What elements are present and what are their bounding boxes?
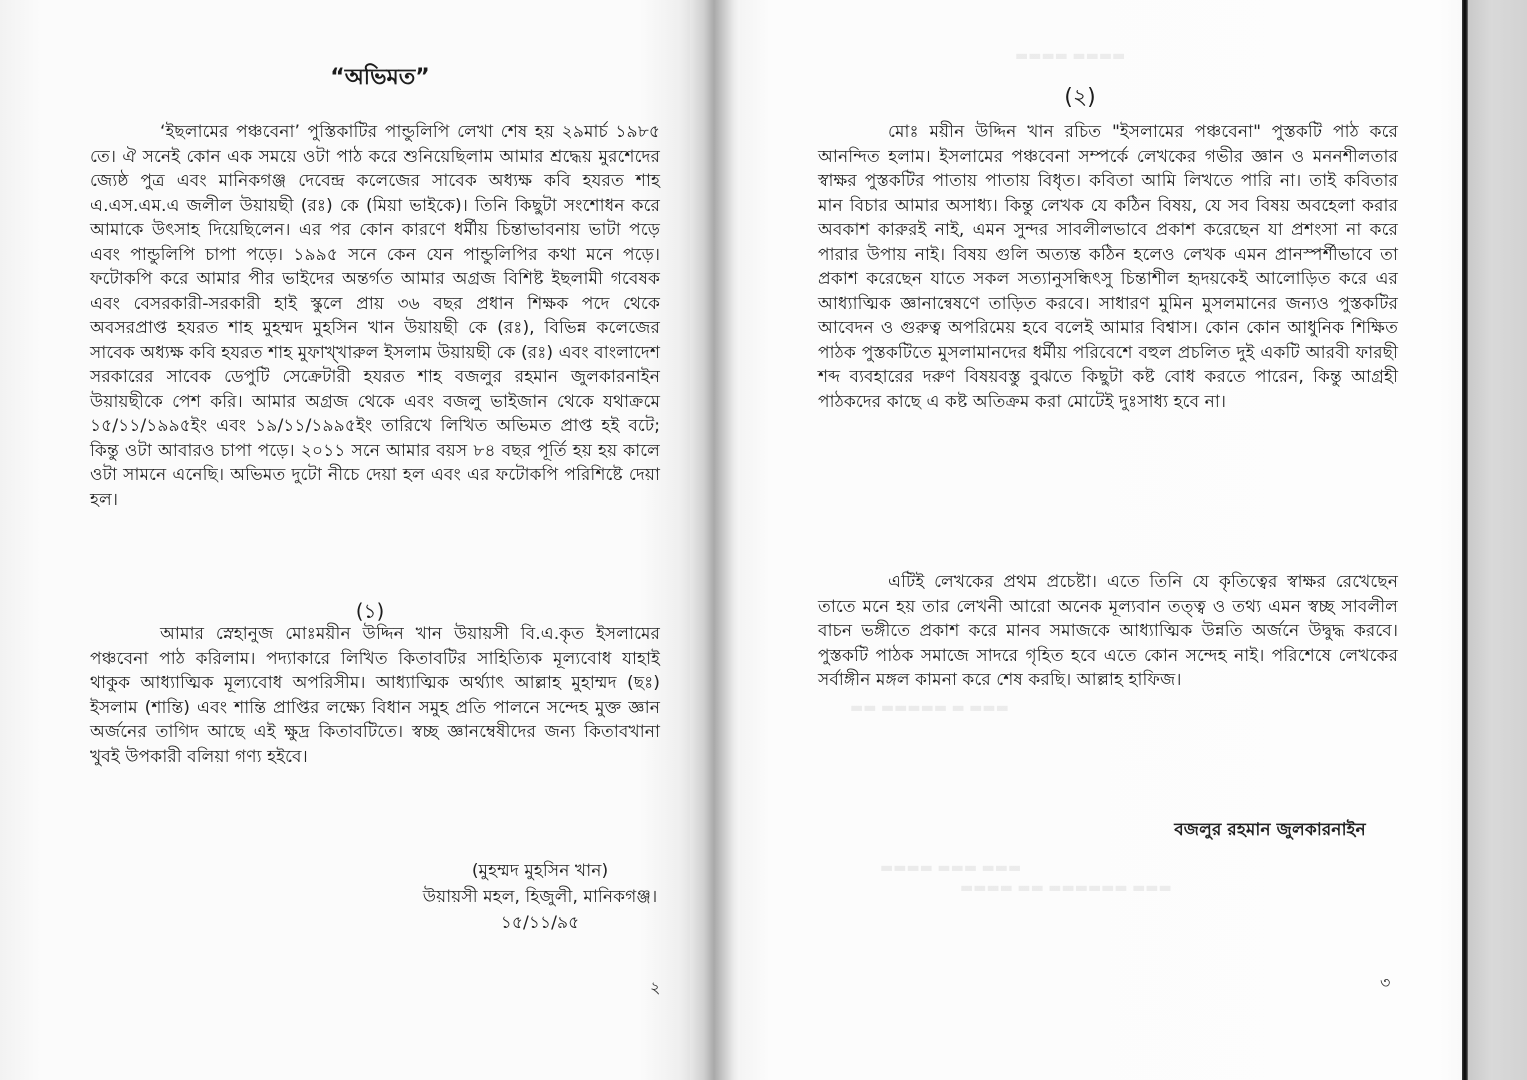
page-number: ৩ [1380,973,1391,992]
section-1-paragraph [90,622,660,769]
intro-paragraph-text: ‘ইছলামের পঞ্চবেনা’ পুস্তিকাটির পান্ডুলিপি লেখা শেষ হয় ২৯মার্চ ১৯৮৫ তে। ঐ সনেই কোন এক সময়ে ওটা পাঠ করে শুনিয়েছিলাম আমার শ্রদ্ধেয় মুরশেদের জ্যেষ্ঠ পুত্র এবং মানিকগঞ্জ দেবেন্দ্র কলেজের সাবেক অধ্যক্ষ কবি হযরত শাহ এ.এস.এম.এ জলীল উয়ায়ছী (রঃ) কে (মিয়া ভাইকে)। তিনি কিছুটা সংশোধন করে আমাকে উৎসাহ দিয়েছিলেন। এর পর কোন কারণে ধর্মীয় চিন্তাভাবনায় ভাটা পড়ে এবং পান্ডুলিপি চাপা পড়ে। ১৯৯৫ সনে কেন যেন পান্ডুলিপির কথা মনে পড়ে। ফটোকপি করে আমার পীর ভাইদের অন্তর্গত আমার অগ্রজ বিশিষ্ট ইছলামী গবেষক এবং বেসরকারী-সরকারী হাই স্কুলে প্রায় ৩৬ বছর প্রধান শিক্ষক পদে থেকে অবসরপ্রাপ্ত হযরত শাহ মুহম্মদ মুহসিন খান উয়ায়ছী কে (রঃ), বিভিন্ন কলেজের সাবেক অধ্যক্ষ কবি হযরত শাহ মুফাখ্খারুল ইসলাম উয়ায়ছী কে (রঃ) এবং বাংলাদেশ সরকারের সাবেক ডেপুটি সেক্রেটারী হযরত শাহ বজলুর রহমান জুলকারনাইন উয়ায়ছীকে পেশ করি। আমার অগ্রজ থেকে এবং বজলু ভাইজান থেকে যথাক্রমে ১৫/১১/১৯৯৫ইং এবং ১৯/১১/১৯৯৫ইং তারিখে লিখিত অভিমত প্রাপ্ত হই বটে; কিন্তু ওটা আবারও চাপা পড়ে। ২০১১ সনে আমার বয়স ৮৪ বছর পূর্তি হয় হয় কালে ওটা সামনে এনেছি। অভিমত দুটো নীচে দেয়া হল এবং এর ফটোকপি পরিশিষ্টে দেয়া হল। [90,122,660,510]
left-page [0,0,700,1080]
section-2-paragraph-2-text: এটিই লেখকের প্রথম প্রচেষ্টা। এতে তিনি যে কৃতিত্বের স্বাক্ষর রেখেছেন তাতে মনে হয় তার লেখনী আরো অনেক মূল্যবান তত্ত্ব ও তথ্য এমন স্বচ্ছ সাবলীল বাচন ভঙ্গীতে প্রকাশ করে মানব সমাজকে আধ্যাত্মিক উন্নতি অর্জনে উদ্বুদ্ধ করবে। পুস্তকটি পাঠক সমাজে সাদরে গৃহিত হবে এতে কোন সন্দেহ নাই। পরিশেষে লেখকের সর্বাঙ্গীন মঙ্গল কামনা করে শেষ করছি। আল্লাহ হাফিজ। [818,572,1398,690]
bleed-through-text: ▬▬ ▬▬▬▬▬ ▬ ▬▬▬ [850,700,1009,716]
section-1-label: (১) [355,599,385,623]
page-title: “অভিমত” [330,65,430,90]
section-1-text: আমার স্নেহানুজ মোঃময়ীন উদ্দিন খান উয়ায়সী বি.এ.কৃত ইসলামের পঞ্চবেনা পাঠ করিলাম। পদ্যাকারে লিখিত কিতাবটির সাহিত্যিক মূল্যবোধ যাহাই থাকুক আধ্যাত্মিক মূল্যবোধ অপরিসীম। আধ্যাত্মিক অর্থ্যাৎ আল্লাহ মুহাম্মদ (ছঃ) ইসলাম (শান্তি) এবং শান্তি প্রাপ্তির লক্ষ্যে বিধান সমুহ প্রতি পালনে সন্দেহ মুক্ত জ্ঞান অর্জনের তাগিদ আছে এই ক্ষুদ্র কিতাবটিতে। স্বচ্ছ জ্ঞানম্বেষীদের জন্য কিতাবখানা খুবই উপকারী বলিয়া গণ্য হইবে। [90,624,660,767]
bleed-through-text: ▬▬▬▬ ▬▬▬▬ [1015,48,1126,64]
bleed-through-text: ▬▬▬▬ ▬▬ ▬▬▬▬▬▬ ▬▬▬ [960,880,1172,896]
scan-background-strip [1468,0,1527,1080]
section-2-label: (২) [1064,85,1096,110]
signatory-name: (মুহম্মদ মুহসিন খান) [471,861,609,881]
intro-paragraph [90,120,660,512]
bleed-through-text: ▬▬▬▬ ▬▬▬ ▬▬▬ [880,860,1022,876]
right-page [740,0,1464,1080]
book-spine [690,0,740,1080]
section-2-paragraph-1-text: মোঃ ময়ীন উদ্দিন খান রচিত "ইসলামের পঞ্চবেনা" পুস্তকটি পাঠ করে আনন্দিত হলাম। ইসলামের পঞ্চবেনা সম্পর্কে লেখকের গভীর জ্ঞান ও মননশীলতার স্বাক্ষর পুস্তকটির পাতায় পাতায় বিধৃত। কবিতা আমি লিখতে পারি না। তাই কবিতার মান বিচার আমার অসাধ্য। কিন্তু লেখক যে কঠিন বিষয়, যে সব বিষয় অবহেলা করার অবকাশ কারুরই নাই, এমন সুন্দর সাবলীলভাবে প্রকাশ করেছেন যা প্রশংসা না করে পারার উপায় নাই। বিষয় গুলি অত্যন্ত কঠিন হলেও লেখক এমন প্রানস্পর্শীভাবে তা প্রকাশ করেছেন যাতে সকল সত্যানুসন্ধিৎসু চিন্তাশীল হৃদয়কেই আলোড়িত করে এর আধ্যাত্মিক জ্ঞানান্বেষণে তাড়িত করবে। সাধারণ মুমিন মুসলমানের জন্যও পুস্তকটির আবেদন ও গুরুত্ব অপরিমেয় হবে বলেই আমার বিশ্বাস। কোন কোন আধুনিক শিক্ষিত পাঠক পুস্তকটিতে মুসলামানদের ধর্মীয় পরিবেশে বহুল প্রচলিত দুই একটি আরবী ফারছী শব্দ ব্যবহারের দরুণ বিষয়বস্তু বুঝতে কিছুটা কষ্ট বোধ করতে পারেন, কিন্তু আগ্রহী পাঠকদের কাছে এ কষ্ট অতিক্রম করা মোটেই দুঃসাধ্য হবে না। [818,122,1398,412]
section-1-signature [390,858,690,936]
section-2-paragraph-2 [818,570,1398,693]
signature-date: ১৫/১১/৯৫ [500,913,580,933]
section-2-paragraph-1 [818,120,1398,414]
section-2-signature: বজলুর রহমান জুলকারনাইন [1174,820,1366,840]
page-number: ২ [650,978,661,997]
signatory-address: উয়ায়সী মহল, হিজুলী, মানিকগঞ্জ। [422,887,658,907]
